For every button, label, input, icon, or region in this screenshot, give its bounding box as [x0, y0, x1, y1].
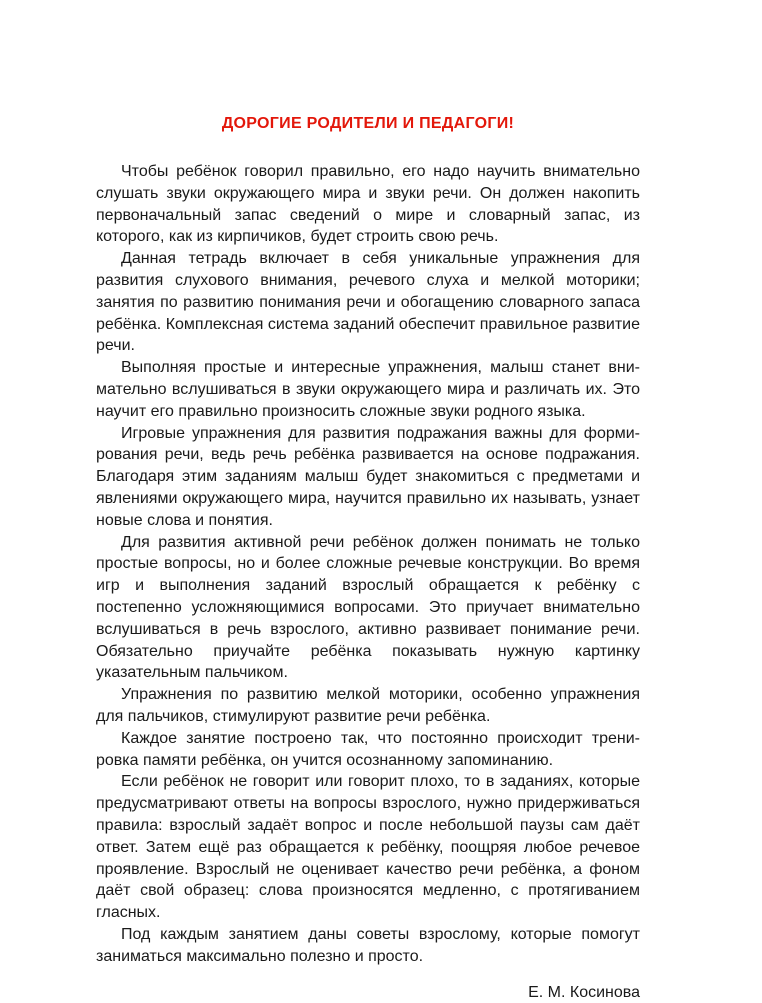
- paragraph-5: Для развития активной речи ребёнок должен понимать не только простые вопросы, но и более сложные речевые конструкции. Во время игр и выполнения заданий взрослый обращается к ребёнку с постепенно усложняющимися вопросами. Это приучает внимательно вслушиваться в речь взрослого, активно развивает понимание речи. Обязательно приучайте ребёнка показывать нужную картинку указательным пальчиком.: [96, 533, 640, 682]
- body-text: [96, 161, 640, 967]
- paragraph-9: Под каждым занятием даны советы взрослому, которые помогут заниматься максимально полезно и просто.: [96, 925, 640, 965]
- document-page: [96, 114, 640, 1003]
- paragraph-1: Чтобы ребёнок говорил правильно, его надо научить внимательно слушать звуки окружающего мира и звуки речи. Он должен накопить первоначальный запас сведений о мире и словарный запас, из которого, как из кирпичиков, будет строить свою речь.: [96, 163, 640, 246]
- paragraph-4: Игровые упражнения для развития подражания важны для формирования речи, ведь речь ребёнка развивается на основе подражания. Благодаря этим заданиям малыш будет знакомиться с предметами и явлениями окружающего мира, научится правильно их называть, узнает новые слова и понятия.: [96, 424, 640, 529]
- paragraph-3: Выполняя простые и интересные упражнения, малыш станет внимательно вслушиваться в звуки окружающего мира и различать их. Это научит его правильно произносить сложные звуки родного языка.: [96, 359, 640, 420]
- author-signature: Е. М. Косинова: [528, 984, 640, 1002]
- paragraph-6: Упражнения по развитию мелкой моторики, особенно упражнения для пальчиков, стимулируют развитие речи ребёнка.: [96, 686, 640, 725]
- paragraph-2: Данная тетрадь включает в себя уникальные упражнения для развития слухового внимания, речевого слуха и мелкой моторики; занятия по развитию понимания речи и обогащению словарного запаса ребёнка. Комплексная система заданий обеспечит правильное развитие речи.: [96, 250, 640, 355]
- paragraph-8: Если ребёнок не говорит или говорит плохо, то в заданиях, которые предусматривают ответы на вопросы взрослого, нужно придерживаться правила: взрослый задаёт вопрос и после небольшой паузы сам даёт ответ. Затем ещё раз обращается к ребёнку, поощряя любое речевое проявление. Взрослый не оценивает качество речи ребёнка, а фоном даёт свой образец: слова произносятся медленно, с протягиванием гласных.: [96, 773, 640, 922]
- paragraph-7: Каждое занятие построено так, что постоянно происходит тренировка памяти ребёнка, он учится осознанному запоминанию.: [96, 729, 640, 769]
- page-title: ДОРОГИЕ РОДИТЕЛИ И ПЕДАГОГИ!: [221, 115, 515, 132]
